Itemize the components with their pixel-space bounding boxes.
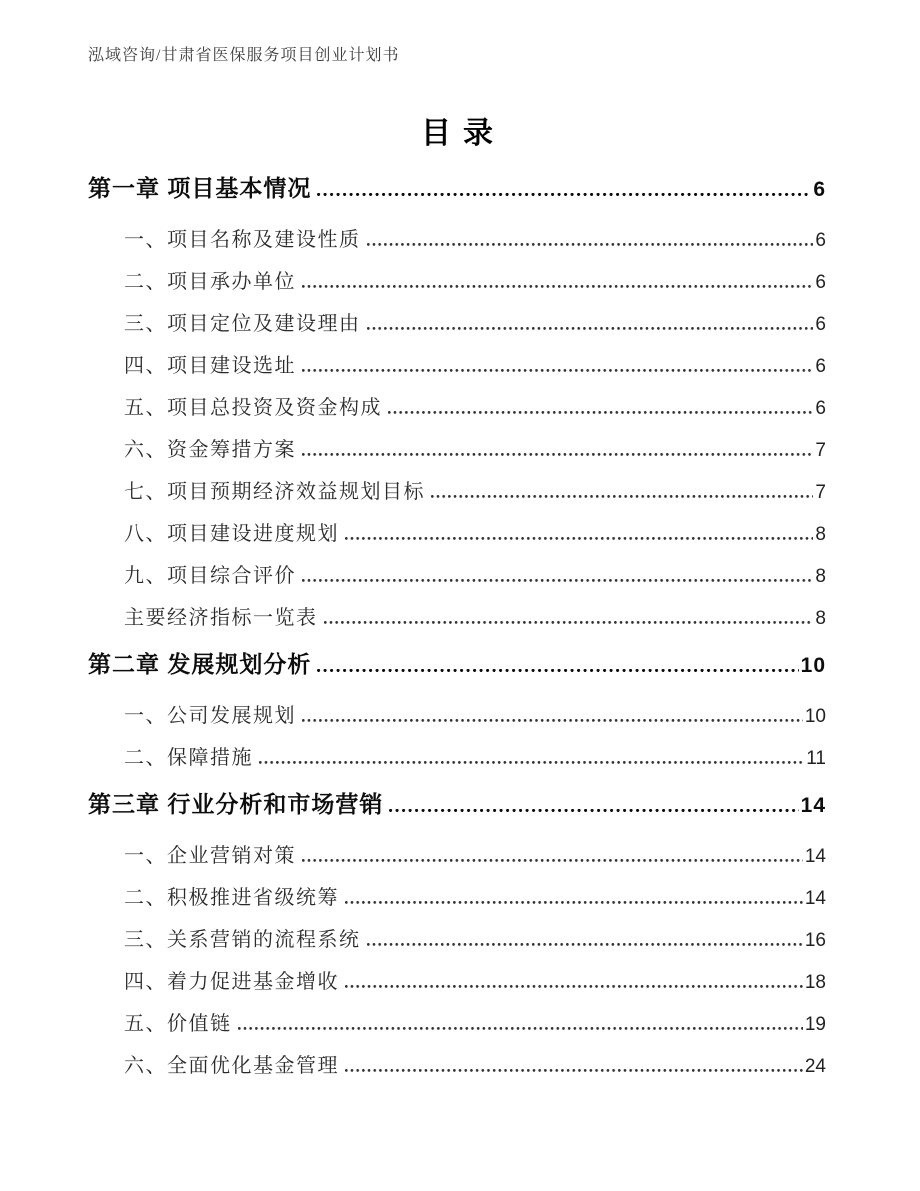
toc-item-page-number: 14 bbox=[804, 846, 826, 867]
toc-item-page-number: 6 bbox=[815, 356, 826, 377]
toc-item-entry[interactable] bbox=[124, 228, 826, 253]
toc-chapter-page-number: 6 bbox=[813, 178, 826, 201]
table-of-contents bbox=[88, 172, 826, 1079]
toc-item-page-number: 8 bbox=[815, 566, 826, 587]
toc-item-entry[interactable] bbox=[124, 844, 826, 869]
toc-chapter-items bbox=[88, 704, 826, 771]
dot-leader bbox=[388, 411, 813, 414]
toc-item-page-number: 18 bbox=[804, 972, 826, 993]
toc-item-label: 二、积极推进省级统筹 bbox=[124, 887, 339, 909]
toc-item-entry[interactable] bbox=[124, 522, 826, 547]
document-header bbox=[88, 46, 826, 66]
dot-leader bbox=[302, 859, 803, 862]
dot-leader bbox=[367, 943, 803, 946]
dot-leader bbox=[302, 369, 813, 372]
toc-item-page-number: 7 bbox=[815, 482, 826, 503]
toc-item-page-number: 7 bbox=[815, 440, 826, 461]
toc-item-label: 四、项目建设选址 bbox=[124, 355, 296, 377]
document-header-text: 泓域咨询/甘肃省医保服务项目创业计划书 bbox=[88, 47, 400, 64]
toc-item-entry[interactable] bbox=[124, 704, 826, 729]
toc-item-entry[interactable] bbox=[124, 564, 826, 589]
toc-chapter-label: 第三章 行业分析和市场营销 bbox=[88, 791, 384, 817]
toc-item-page-number: 14 bbox=[804, 888, 826, 909]
toc-item-entry[interactable] bbox=[124, 480, 826, 505]
toc-item-label: 一、公司发展规划 bbox=[124, 705, 296, 727]
toc-item-entry[interactable] bbox=[124, 746, 826, 771]
toc-item-label: 主要经济指标一览表 bbox=[124, 607, 318, 629]
dot-leader bbox=[345, 901, 803, 904]
toc-chapter-entry[interactable] bbox=[88, 788, 826, 822]
toc-item-label: 九、项目综合评价 bbox=[124, 565, 296, 587]
toc-item-label: 四、着力促进基金增收 bbox=[124, 971, 339, 993]
toc-item-label: 五、价值链 bbox=[124, 1013, 232, 1035]
toc-chapter-entry[interactable] bbox=[88, 172, 826, 206]
dot-leader bbox=[302, 453, 813, 456]
toc-chapter-items bbox=[88, 844, 826, 1079]
toc-item-page-number: 8 bbox=[815, 524, 826, 545]
dot-leader bbox=[302, 719, 803, 722]
toc-item-page-number: 6 bbox=[815, 230, 826, 251]
toc-chapter bbox=[88, 648, 826, 771]
toc-item-entry[interactable] bbox=[124, 970, 826, 995]
toc-item-entry[interactable] bbox=[124, 886, 826, 911]
toc-item-entry[interactable] bbox=[124, 1054, 826, 1079]
toc-item-entry[interactable] bbox=[124, 606, 826, 631]
dot-leader bbox=[238, 1027, 803, 1030]
toc-item-page-number: 11 bbox=[806, 748, 826, 769]
toc-item-page-number: 6 bbox=[815, 272, 826, 293]
toc-chapter bbox=[88, 788, 826, 1079]
toc-item-entry[interactable] bbox=[124, 312, 826, 337]
toc-item-label: 八、项目建设进度规划 bbox=[124, 523, 339, 545]
toc-item-page-number: 10 bbox=[804, 706, 826, 727]
dot-leader bbox=[367, 327, 814, 330]
dot-leader bbox=[345, 985, 803, 988]
dot-leader bbox=[324, 621, 814, 624]
dot-leader bbox=[367, 243, 814, 246]
toc-item-label: 三、关系营销的流程系统 bbox=[124, 929, 361, 951]
toc-chapter-entry[interactable] bbox=[88, 648, 826, 682]
dot-leader bbox=[431, 495, 813, 498]
toc-item-entry[interactable] bbox=[124, 1012, 826, 1037]
toc-item-label: 六、资金筹措方案 bbox=[124, 439, 296, 461]
dot-leader bbox=[259, 761, 804, 764]
dot-leader bbox=[302, 285, 813, 288]
toc-chapter-items bbox=[88, 228, 826, 631]
toc-item-entry[interactable] bbox=[124, 354, 826, 379]
toc-item-page-number: 16 bbox=[804, 930, 826, 951]
dot-leader bbox=[389, 809, 798, 812]
toc-chapter-label: 第二章 发展规划分析 bbox=[88, 651, 312, 677]
toc-title: 目录 bbox=[421, 117, 505, 150]
toc-chapter-page-number: 10 bbox=[800, 654, 826, 677]
toc-item-label: 七、项目预期经济效益规划目标 bbox=[124, 481, 425, 503]
toc-item-label: 一、企业营销对策 bbox=[124, 845, 296, 867]
toc-item-entry[interactable] bbox=[124, 928, 826, 953]
dot-leader bbox=[317, 669, 798, 672]
toc-item-page-number: 24 bbox=[804, 1056, 826, 1077]
toc-item-page-number: 6 bbox=[815, 314, 826, 335]
toc-item-page-number: 19 bbox=[804, 1014, 826, 1035]
toc-item-label: 五、项目总投资及资金构成 bbox=[124, 397, 382, 419]
toc-item-page-number: 6 bbox=[815, 398, 826, 419]
dot-leader bbox=[302, 579, 813, 582]
dot-leader bbox=[345, 1069, 803, 1072]
toc-item-label: 六、全面优化基金管理 bbox=[124, 1055, 339, 1077]
toc-item-entry[interactable] bbox=[124, 396, 826, 421]
dot-leader bbox=[317, 193, 811, 196]
toc-item-label: 三、项目定位及建设理由 bbox=[124, 313, 361, 335]
toc-item-label: 二、保障措施 bbox=[124, 747, 253, 769]
toc-item-page-number: 8 bbox=[815, 608, 826, 629]
toc-chapter-page-number: 14 bbox=[800, 794, 826, 817]
toc-item-label: 一、项目名称及建设性质 bbox=[124, 229, 361, 251]
toc-item-label: 二、项目承办单位 bbox=[124, 271, 296, 293]
toc-chapter bbox=[88, 172, 826, 631]
toc-item-entry[interactable] bbox=[124, 270, 826, 295]
toc-item-entry[interactable] bbox=[124, 438, 826, 463]
toc-chapter-label: 第一章 项目基本情况 bbox=[88, 175, 312, 201]
dot-leader bbox=[345, 537, 813, 540]
